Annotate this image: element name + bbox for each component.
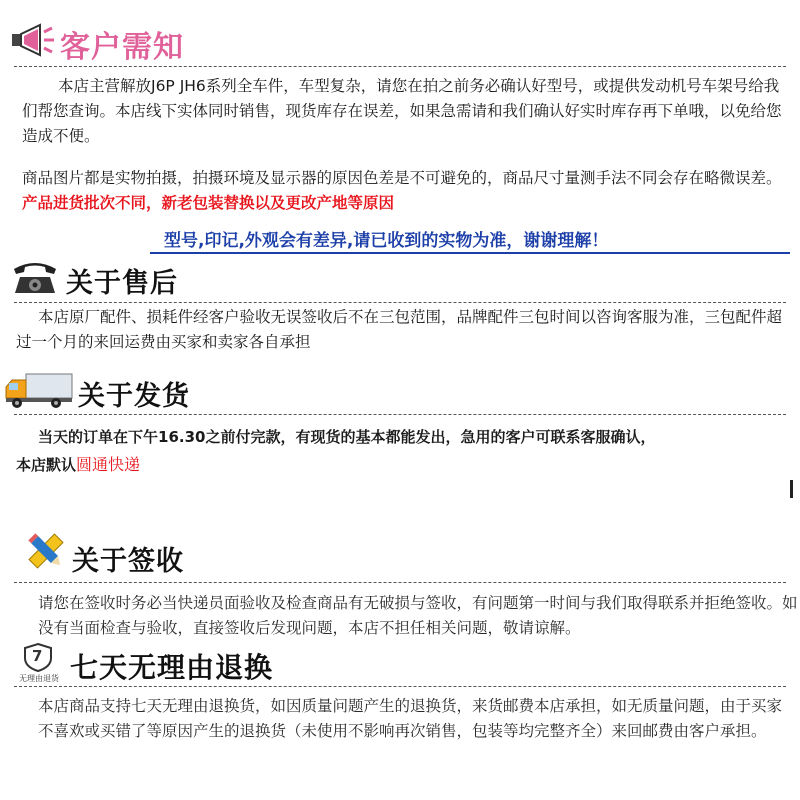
edge-mark bbox=[790, 480, 793, 498]
badge-caption: 无理由退货 bbox=[19, 674, 59, 683]
blue-underline bbox=[150, 252, 790, 254]
aftersale-section bbox=[0, 255, 800, 360]
divider bbox=[14, 686, 786, 687]
courier-name: 圆通快递 bbox=[76, 455, 141, 474]
aftersale-text: 本店原厂配件、损耗件经客户验收无误签收后不在三包范围，品牌配件三包时间以咨询客服为准，三包配件超过一个月的来回运费由买家和卖家各自承担 bbox=[16, 308, 783, 351]
notice-title: 客户需知 bbox=[60, 30, 184, 65]
telephone-icon bbox=[10, 257, 60, 295]
shipping-title: 关于发货 bbox=[78, 381, 190, 412]
receipt-text: 请您在签收时务必当快递员面验收及检查商品有无破损与签收，有问题第一时间与我们取得联系并拒绝签收。如没有当面检查与验收，直接签收后发现问题，本店不担任相关问题，敬请谅解。 bbox=[38, 594, 798, 637]
receipt-section bbox=[0, 525, 800, 645]
notice-paragraph-2-text: 商品图片都是实物拍摄，拍摄环境及显示器的原因色差是不可避免的，商品尺寸量测手法不同会存在略微误差。 bbox=[22, 169, 782, 187]
notice-blue-text: 型号,印记,外观会有差异,请已收到的实物为准，谢谢理解！ bbox=[164, 231, 609, 251]
divider bbox=[14, 302, 786, 303]
notice-section bbox=[0, 0, 800, 250]
returns-section bbox=[0, 640, 800, 800]
aftersale-title: 关于售后 bbox=[66, 268, 178, 299]
delivery-truck-icon bbox=[4, 370, 76, 410]
divider bbox=[14, 582, 786, 583]
returns-text: 本店商品支持七天无理由退换货，如因质量问题产生的退换货，来货邮费本店承担，如无质量问题，由于买家不喜欢或买错了等原因产生的退换货（未使用不影响再次销售，包装等均完整齐全）来回邮费由客户承担。 bbox=[38, 697, 783, 740]
receipt-title: 关于签收 bbox=[72, 546, 184, 577]
pencil-ruler-icon bbox=[22, 527, 68, 573]
notice-red-text: 产品进货批次不同，新老包装替换以及更改产地等原因 bbox=[22, 194, 395, 212]
megaphone-icon bbox=[10, 22, 56, 58]
notice-paragraph-2 bbox=[22, 166, 792, 216]
divider bbox=[14, 66, 786, 67]
badge-number: 7 bbox=[32, 647, 43, 665]
seven-day-return-badge-icon bbox=[14, 642, 64, 686]
shipping-section bbox=[0, 368, 800, 488]
notice-paragraph-1: 本店主营解放J6P JH6系列全车件，车型复杂，请您在拍之前务必确认好型号，或提供发动机号车架号给我们帮您查询。本店线下实体同时销售，现货库存在误差，如果急需请和我们确认好实时库存再下单哦，以免给您造成不便。 bbox=[22, 77, 782, 145]
shipping-line-2 bbox=[16, 452, 140, 478]
shipping-default-label: 本店默认 bbox=[16, 456, 77, 474]
divider bbox=[14, 414, 786, 415]
shipping-line-1: 当天的订单在下午16.30之前付完款，有现货的基本都能发出，急用的客户可联系客服确认， bbox=[38, 428, 656, 446]
returns-title: 七天无理由退换 bbox=[70, 651, 274, 684]
